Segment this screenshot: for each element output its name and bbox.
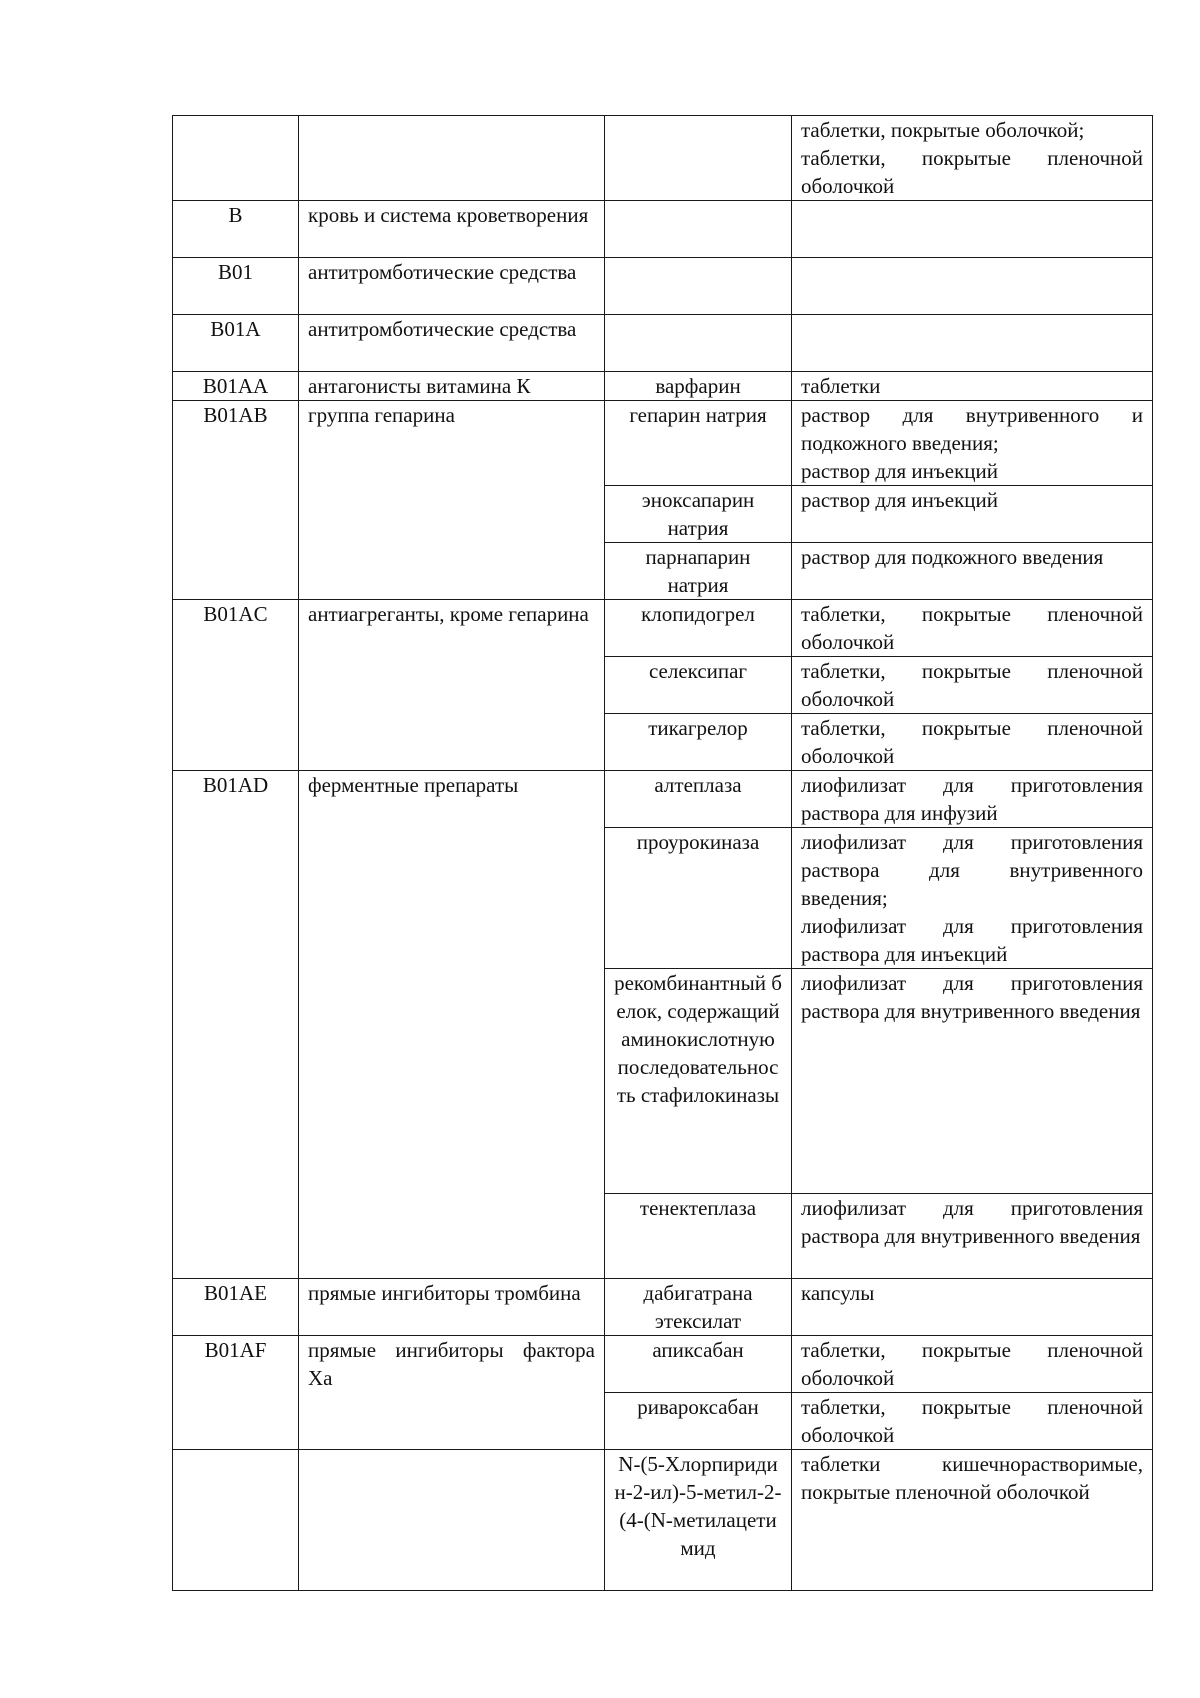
dosage-form-cell: капсулы bbox=[792, 1279, 1153, 1336]
group-name-cell bbox=[299, 116, 605, 201]
drug-name-cell: тенектеплаза bbox=[605, 1194, 792, 1279]
drug-name-cell bbox=[605, 315, 792, 372]
group-name-cell: антитромботические средства bbox=[299, 315, 605, 372]
table-row bbox=[173, 600, 1153, 657]
table-row bbox=[173, 771, 1153, 828]
table-row bbox=[173, 1279, 1153, 1336]
drug-name-cell: дабигатрана этексилат bbox=[605, 1279, 792, 1336]
drug-name-cell: гепарин натрия bbox=[605, 401, 792, 486]
dosage-form-cell: таблетки, покрытые оболочкой; таблетки, покрытые пленочной оболочкой bbox=[792, 116, 1153, 201]
atc-code-cell: B01AF bbox=[173, 1336, 299, 1450]
table-row bbox=[173, 315, 1153, 372]
table-row bbox=[173, 258, 1153, 315]
group-name-cell: антиагреганты, кроме гепарина bbox=[299, 600, 605, 771]
dosage-form-cell: таблетки bbox=[792, 372, 1153, 401]
dosage-form-cell bbox=[792, 315, 1153, 372]
atc-code-cell: B01 bbox=[173, 258, 299, 315]
drug-name-cell: апиксабан bbox=[605, 1336, 792, 1393]
dosage-form-cell: лиофилизат для приготовления раствора для внутривенного введения bbox=[792, 969, 1153, 1194]
atc-code-cell bbox=[173, 116, 299, 201]
group-name-cell: прямые ингибиторы фактора Xa bbox=[299, 1336, 605, 1450]
group-name-cell bbox=[299, 1450, 605, 1591]
table-row bbox=[173, 201, 1153, 258]
drug-name-cell: N-(5-Хлорпиридин-2-ил)-5-метил-2-(4-(N-метилацетимид bbox=[605, 1450, 792, 1591]
dosage-form-cell: лиофилизат для приготовления раствора для внутривенного введения bbox=[792, 1194, 1153, 1279]
dosage-form-cell: раствор для подкожного введения bbox=[792, 543, 1153, 600]
dosage-form-cell: раствор для внутривенного и подкожного введения; раствор для инъекций bbox=[792, 401, 1153, 486]
dosage-form-cell: таблетки, покрытые пленочной оболочкой bbox=[792, 1336, 1153, 1393]
table-row bbox=[173, 1336, 1153, 1393]
dosage-form-cell bbox=[792, 258, 1153, 315]
table-row bbox=[173, 1450, 1153, 1591]
drug-name-cell: алтеплаза bbox=[605, 771, 792, 828]
drug-name-cell: проурокиназа bbox=[605, 828, 792, 969]
group-name-cell: группа гепарина bbox=[299, 401, 605, 600]
dosage-form-cell: таблетки, покрытые пленочной оболочкой bbox=[792, 1393, 1153, 1450]
atc-code-cell: B bbox=[173, 201, 299, 258]
drug-name-cell: варфарин bbox=[605, 372, 792, 401]
atc-code-cell: B01AE bbox=[173, 1279, 299, 1336]
table-row bbox=[173, 116, 1153, 201]
drug-name-cell: селексипаг bbox=[605, 657, 792, 714]
dosage-form-cell: таблетки кишечнорастворимые, покрытые пленочной оболочкой bbox=[792, 1450, 1153, 1591]
drug-name-cell: ривароксабан bbox=[605, 1393, 792, 1450]
group-name-cell: антитромботические средства bbox=[299, 258, 605, 315]
drug-name-cell: парнапарин натрия bbox=[605, 543, 792, 600]
atc-code-cell: B01AD bbox=[173, 771, 299, 1279]
dosage-form-cell: лиофилизат для приготовления раствора для инфузий bbox=[792, 771, 1153, 828]
dosage-form-cell: таблетки, покрытые пленочной оболочкой bbox=[792, 600, 1153, 657]
atc-code-cell: B01AB bbox=[173, 401, 299, 600]
drug-name-cell bbox=[605, 201, 792, 258]
dosage-form-cell: таблетки, покрытые пленочной оболочкой bbox=[792, 657, 1153, 714]
atc-code-cell bbox=[173, 1450, 299, 1591]
table-row bbox=[173, 401, 1153, 486]
dosage-form-cell: раствор для инъекций bbox=[792, 486, 1153, 543]
drug-name-cell: эноксапарин натрия bbox=[605, 486, 792, 543]
drug-list-table bbox=[172, 115, 1153, 1591]
drug-name-cell: клопидогрел bbox=[605, 600, 792, 657]
dosage-form-cell bbox=[792, 201, 1153, 258]
group-name-cell: ферментные препараты bbox=[299, 771, 605, 1279]
group-name-cell: антагонисты витамина К bbox=[299, 372, 605, 401]
group-name-cell: прямые ингибиторы тромбина bbox=[299, 1279, 605, 1336]
table-row bbox=[173, 372, 1153, 401]
atc-code-cell: B01AA bbox=[173, 372, 299, 401]
atc-code-cell: B01A bbox=[173, 315, 299, 372]
drug-name-cell: рекомбинантный белок, содержащий аминокислотную последовательность стафилокиназы bbox=[605, 969, 792, 1194]
dosage-form-cell: таблетки, покрытые пленочной оболочкой bbox=[792, 714, 1153, 771]
dosage-form-cell: лиофилизат для приготовления раствора для внутривенного введения; лиофилизат для приготовления раствора для инъекций bbox=[792, 828, 1153, 969]
drug-name-cell bbox=[605, 116, 792, 201]
atc-code-cell: B01AC bbox=[173, 600, 299, 771]
group-name-cell: кровь и система кроветворения bbox=[299, 201, 605, 258]
drug-name-cell: тикагрелор bbox=[605, 714, 792, 771]
drug-name-cell bbox=[605, 258, 792, 315]
